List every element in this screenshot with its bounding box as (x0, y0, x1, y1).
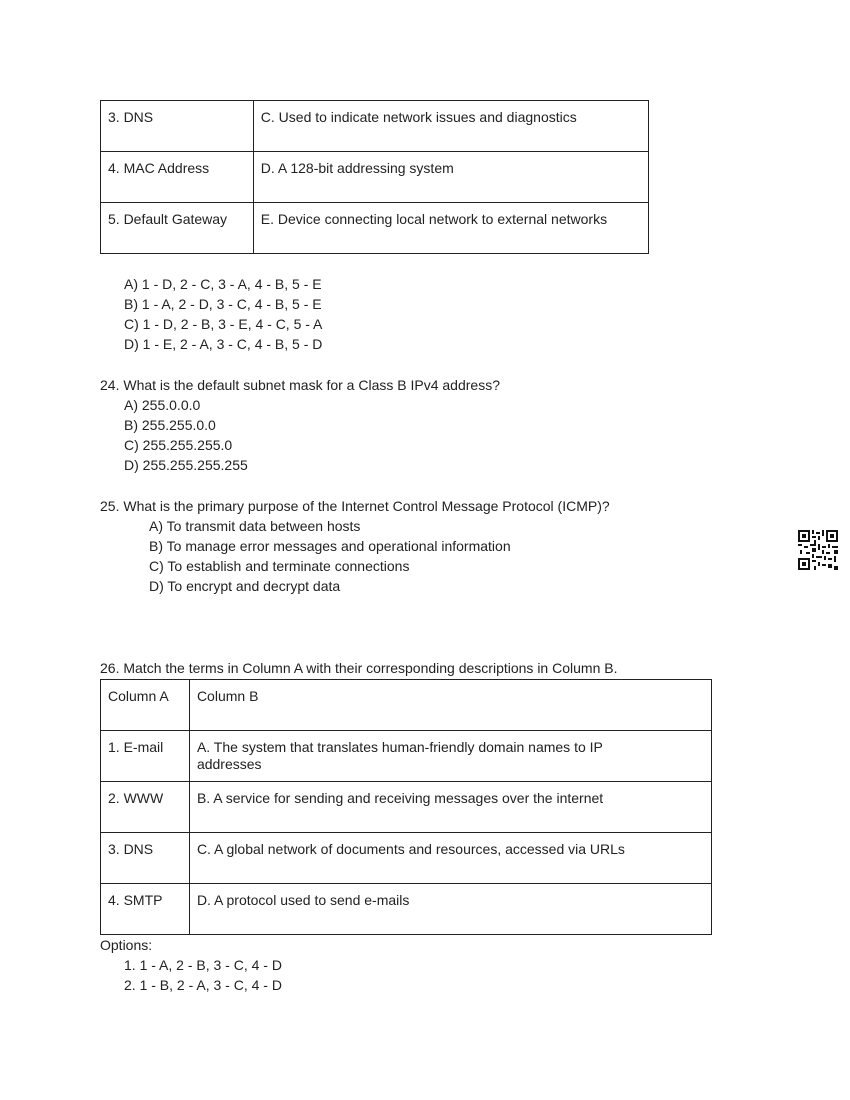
q26-options-label: Options: (100, 937, 153, 953)
q26-option-2: 2. 1 - B, 2 - A, 3 - C, 4 - D (124, 977, 282, 993)
table-row (101, 101, 649, 152)
column-a-cell: 4. SMTP (101, 884, 190, 935)
qr-code-icon (798, 530, 838, 570)
column-a-cell: 1. E-mail (101, 731, 190, 782)
column-a-cell: 2. WWW (101, 782, 190, 833)
column-a-cell: 5. Default Gateway (101, 203, 254, 254)
table-row (101, 152, 649, 203)
q23-option-b: B) 1 - A, 2 - D, 3 - C, 4 - B, 5 - E (124, 296, 322, 312)
table-header-row (101, 680, 712, 731)
q25-option-b: B) To manage error messages and operational information (149, 538, 511, 554)
column-a-cell: 4. MAC Address (101, 152, 254, 203)
q26-option-1: 1. 1 - A, 2 - B, 3 - C, 4 - D (124, 957, 282, 973)
column-b-cell: E. Device connecting local network to external networks (253, 203, 648, 254)
q26-match-table (100, 679, 712, 935)
q25-option-d: D) To encrypt and decrypt data (149, 578, 341, 594)
column-a-cell: 3. DNS (101, 101, 254, 152)
table-row (101, 833, 712, 884)
column-b-cell: C. A global network of documents and resources, accessed via URLs (189, 833, 711, 884)
column-b-cell: C. Used to indicate network issues and diagnostics (253, 101, 648, 152)
q25-option-c: C) To establish and terminate connections (149, 558, 410, 574)
q24-option-c: C) 255.255.255.0 (124, 437, 233, 453)
column-b-cell: D. A 128-bit addressing system (253, 152, 648, 203)
column-b-cell: B. A service for sending and receiving messages over the internet (189, 782, 711, 833)
q24-option-b: B) 255.255.0.0 (124, 417, 216, 433)
q23-option-a: A) 1 - D, 2 - C, 3 - A, 4 - B, 5 - E (124, 276, 322, 292)
q25-question: 25. What is the primary purpose of the Internet Control Message Protocol (ICMP)? (100, 498, 610, 514)
column-b-header: Column B (189, 680, 711, 731)
q25-option-a: A) To transmit data between hosts (149, 518, 361, 534)
column-a-cell: 3. DNS (101, 833, 190, 884)
q24-question: 24. What is the default subnet mask for a Class B IPv4 address? (100, 377, 500, 393)
q23-option-c: C) 1 - D, 2 - B, 3 - E, 4 - C, 5 - A (124, 316, 323, 332)
column-b-cell: A. The system that translates human-friendly domain names to IP addresses (189, 731, 711, 782)
table-row (101, 731, 712, 782)
q26-question: 26. Match the terms in Column A with their corresponding descriptions in Column B. (100, 660, 618, 676)
column-a-header: Column A (101, 680, 190, 731)
table-row (101, 782, 712, 833)
q23-option-d: D) 1 - E, 2 - A, 3 - C, 4 - B, 5 - D (124, 336, 323, 352)
table-row (101, 884, 712, 935)
column-b-cell: D. A protocol used to send e-mails (189, 884, 711, 935)
q24-option-d: D) 255.255.255.255 (124, 457, 248, 473)
q23-match-table (100, 100, 649, 254)
table-row (101, 203, 649, 254)
q24-option-a: A) 255.0.0.0 (124, 397, 201, 413)
